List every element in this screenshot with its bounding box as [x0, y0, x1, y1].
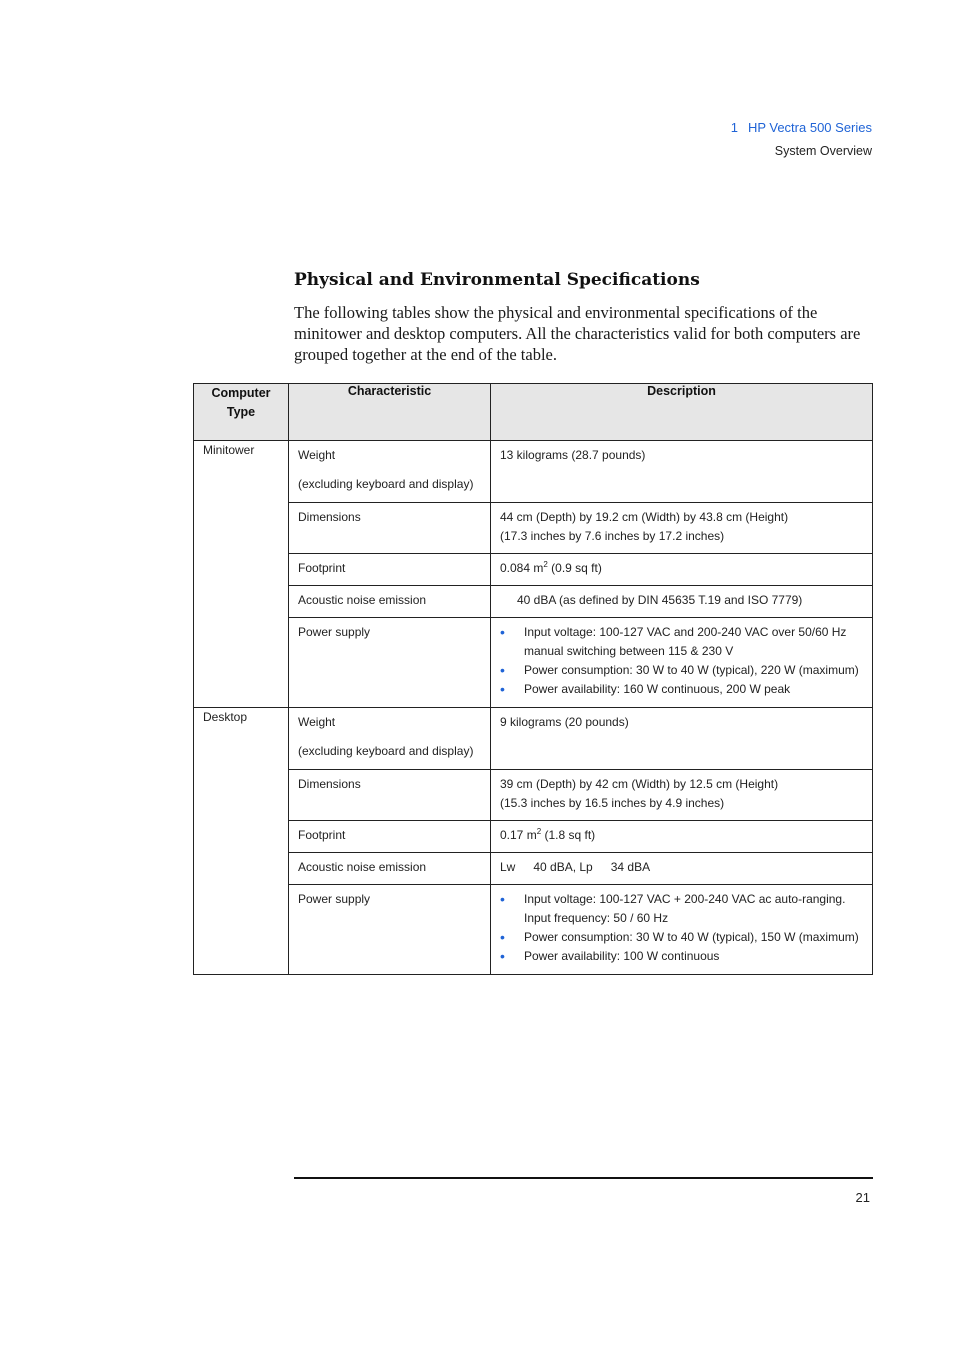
description-cell — [491, 586, 873, 618]
characteristic-cell — [289, 708, 491, 770]
characteristic-cell — [289, 885, 491, 975]
noise-lw-value: 40 dBA, Lp — [533, 860, 593, 874]
table-row — [194, 503, 873, 554]
page-number: 21 — [855, 1190, 870, 1205]
characteristic-label: Power supply — [298, 625, 371, 639]
table-row — [194, 885, 873, 975]
description-text: 39 cm (Depth) by 42 cm (Width) by 12.5 cm (Height) — [500, 777, 779, 791]
table-row — [194, 708, 873, 770]
intro-paragraph: The following tables show the physical and environmental specifications of the minitower and desktop computers. All the characteristics valid for both computers are grouped together at the end of the table. — [294, 303, 861, 364]
footprint-value: 0.084 m — [500, 561, 544, 575]
characteristic-label: Power supply — [298, 892, 371, 906]
list-item — [500, 661, 863, 680]
characteristic-cell — [289, 853, 491, 885]
bullet-icon: • — [500, 891, 505, 907]
list-item-text: Power availability: 160 W continuous, 200 W peak — [524, 682, 791, 696]
description-text: 13 kilograms (28.7 pounds) — [500, 448, 646, 462]
description-text: (17.3 inches by 7.6 inches by 17.2 inches) — [500, 529, 725, 543]
description-text: 44 cm (Depth) by 19.2 cm (Width) by 43.8 cm (Height) — [500, 510, 789, 524]
description-cell — [491, 770, 873, 821]
power-list — [500, 623, 863, 699]
header-computer-type-label: Computer Type — [211, 386, 271, 419]
computer-type-desktop: Desktop — [194, 708, 289, 975]
footer-rule — [294, 1177, 873, 1179]
characteristic-label: Footprint — [298, 828, 346, 842]
header-characteristic: Characteristic — [289, 384, 491, 441]
characteristic-cell — [289, 503, 491, 554]
list-item-text: Power consumption: 30 W to 40 W (typical), 220 W (maximum) — [524, 663, 859, 677]
computer-type-minitower: Minitower — [194, 441, 289, 708]
description-text: (15.3 inches by 16.5 inches by 4.9 inches) — [500, 796, 725, 810]
description-cell — [491, 441, 873, 503]
bullet-icon: • — [500, 624, 505, 640]
list-item-text: Input voltage: 100-127 VAC and 200-240 VAC over 50/60 Hz manual switching between 115 & 230 V — [524, 625, 847, 658]
list-item — [500, 928, 863, 947]
header-description: Description — [491, 384, 873, 441]
list-item-text: Power consumption: 30 W to 40 W (typical), 150 W (maximum) — [524, 930, 859, 944]
list-item — [500, 680, 863, 699]
description-cell — [491, 885, 873, 975]
characteristic-label: Footprint — [298, 561, 346, 575]
power-list — [500, 890, 863, 966]
list-item — [500, 947, 863, 966]
spec-table — [193, 383, 873, 975]
list-item-text: Input voltage: 100-127 VAC + 200-240 VAC ac auto-ranging. Input frequency: 50 / 60 Hz — [524, 892, 846, 925]
table-row — [194, 618, 873, 708]
list-item-text: Power availability: 100 W continuous — [524, 949, 720, 963]
table-row — [194, 586, 873, 618]
table-row — [194, 554, 873, 586]
noise-lw-label: Lw — [500, 860, 516, 874]
section-name: System Overview — [774, 144, 872, 158]
characteristic-note: (excluding keyboard and display) — [298, 744, 474, 758]
characteristic-label: Dimensions — [298, 777, 361, 791]
characteristic-cell — [289, 821, 491, 853]
characteristic-label: Acoustic noise emission — [298, 860, 427, 874]
footprint-suffix: (0.9 sq ft) — [551, 561, 602, 575]
characteristic-label: Acoustic noise emission — [298, 593, 427, 607]
characteristic-note: (excluding keyboard and display) — [298, 477, 474, 491]
footprint-exponent: 2 — [536, 827, 542, 836]
description-cell — [491, 554, 873, 586]
characteristic-label: Weight — [298, 448, 336, 462]
bullet-icon: • — [500, 929, 505, 945]
running-header — [731, 119, 872, 160]
list-item — [500, 890, 863, 928]
characteristic-label: Weight — [298, 715, 336, 729]
bullet-icon: • — [500, 681, 505, 697]
characteristic-cell — [289, 441, 491, 503]
chapter-title: HP Vectra 500 Series — [747, 120, 872, 135]
description-cell — [491, 503, 873, 554]
table-row — [194, 441, 873, 503]
characteristic-cell — [289, 770, 491, 821]
header-computer-type — [194, 384, 289, 441]
bullet-icon: • — [500, 948, 505, 964]
list-item — [500, 623, 863, 661]
page-title: Physical and Environmental Specifications — [294, 270, 700, 290]
description-cell — [491, 618, 873, 708]
characteristic-cell — [289, 618, 491, 708]
table-row — [194, 853, 873, 885]
characteristic-cell — [289, 554, 491, 586]
table-row — [194, 821, 873, 853]
characteristic-label: Dimensions — [298, 510, 361, 524]
footprint-suffix: (1.8 sq ft) — [544, 828, 596, 842]
bullet-icon: • — [500, 662, 505, 678]
description-text: 40 dBA (as defined by DIN 45635 T.19 and ISO 7779) — [517, 593, 803, 607]
characteristic-cell — [289, 586, 491, 618]
footprint-exponent: 2 — [543, 560, 548, 569]
chapter-number: 1 — [730, 120, 738, 135]
chapter-heading — [731, 119, 872, 137]
table-header-row — [194, 384, 873, 441]
noise-lp-value: 34 dBA — [610, 860, 651, 874]
description-text: 9 kilograms (20 pounds) — [500, 715, 629, 729]
table-row — [194, 770, 873, 821]
footprint-value: 0.17 m — [500, 828, 537, 842]
description-cell — [491, 821, 873, 853]
description-cell — [491, 853, 873, 885]
description-cell — [491, 708, 873, 770]
